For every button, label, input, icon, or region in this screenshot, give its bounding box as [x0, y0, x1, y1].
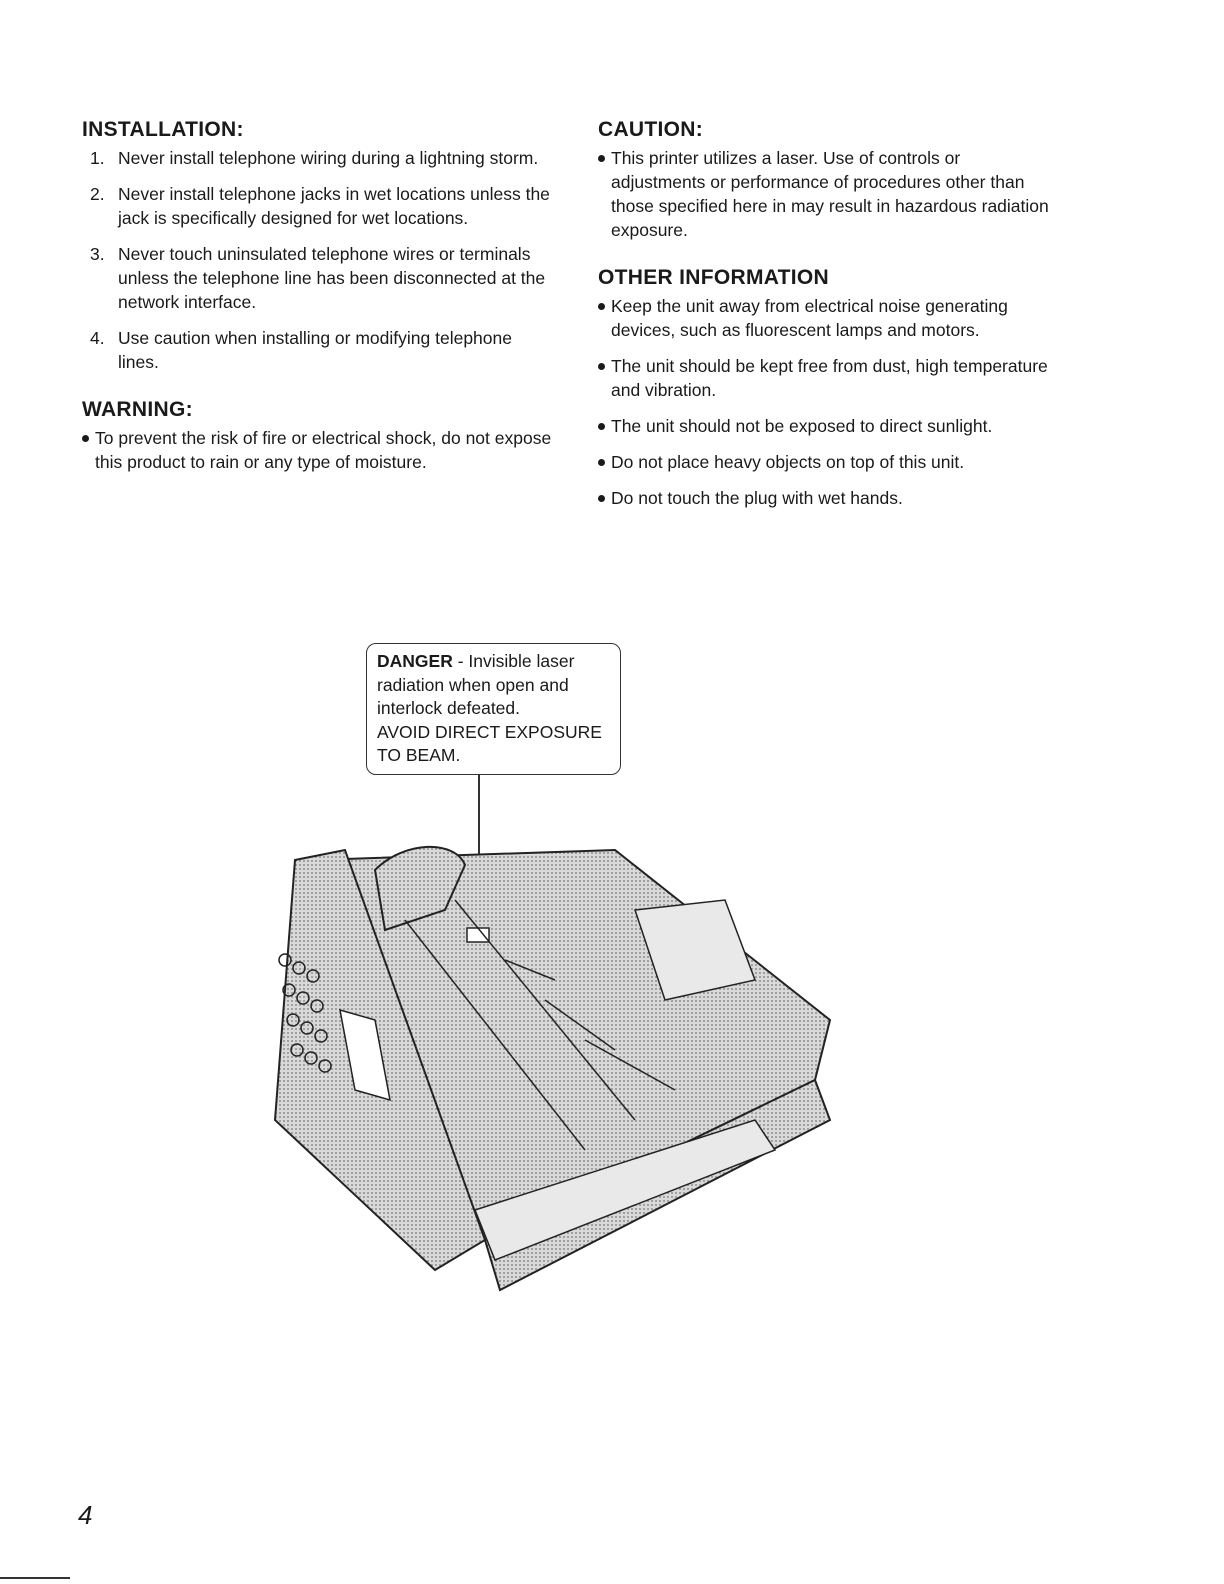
bullet-icon: [82, 435, 89, 442]
installation-section: [82, 118, 552, 374]
other-information-item: Keep the unit away from electrical noise generating devices, such as fluorescent lamps and motors.: [598, 294, 1058, 342]
other-information-heading: OTHER INFORMATION: [598, 266, 830, 289]
other-information-item: The unit should be kept free from dust, high temperature and vibration.: [598, 354, 1058, 402]
warning-list: [82, 426, 552, 474]
warning-heading: WARNING:: [82, 398, 193, 421]
warning-item: To prevent the risk of fire or electrical shock, do not expose this product to rain or any type of moisture.: [82, 426, 552, 474]
danger-title: DANGER: [377, 651, 453, 671]
danger-avoid-text: AVOID DIRECT EXPOSURE TO BEAM.: [377, 721, 602, 765]
left-column: [82, 118, 552, 498]
caution-list: [598, 146, 1058, 242]
danger-label-box: DANGER - Invisible laser radiation when open and interlock defeated. AVOID DIRECT EXPOSURE TO BEAM.: [366, 643, 621, 775]
fax-machine-illustration: [255, 820, 855, 1320]
bullet-icon: [598, 363, 605, 370]
other-information-item: Do not touch the plug with wet hands.: [598, 486, 1058, 510]
bullet-icon: [598, 495, 605, 502]
danger-text: Invisible laser radiation when open and interlock defeated.: [377, 651, 575, 718]
bullet-icon: [598, 423, 605, 430]
other-information-item: Do not place heavy objects on top of this unit.: [598, 450, 1058, 474]
installation-item: 1. Never install telephone wiring during a lightning storm.: [90, 148, 539, 168]
other-information-section: [598, 266, 1058, 510]
other-information-list: [598, 294, 1058, 510]
bullet-icon: [598, 459, 605, 466]
installation-item: 4. Use caution when installing or modifying telephone lines.: [90, 328, 512, 372]
installation-list: [82, 146, 552, 374]
right-column: [598, 118, 1058, 534]
warning-section: [82, 398, 552, 474]
installation-heading: INSTALLATION:: [82, 118, 244, 141]
caution-section: [598, 118, 1058, 242]
bullet-icon: [598, 303, 605, 310]
caution-heading: CAUTION:: [598, 118, 704, 141]
installation-item: 2. Never install telephone jacks in wet locations unless the jack is specifically designed for wet locations.: [90, 184, 550, 228]
footer-rule: [0, 1577, 70, 1579]
installation-item: 3. Never touch uninsulated telephone wires or terminals unless the telephone line has been disconnected at the network interface.: [90, 244, 546, 312]
caution-item: This printer utilizes a laser. Use of controls or adjustments or performance of procedures other than those specified here in may result in hazardous radiation exposure.: [598, 146, 1058, 242]
other-information-item: The unit should not be exposed to direct sunlight.: [598, 414, 1058, 438]
page-number: 4: [78, 1500, 93, 1530]
bullet-icon: [598, 155, 605, 162]
